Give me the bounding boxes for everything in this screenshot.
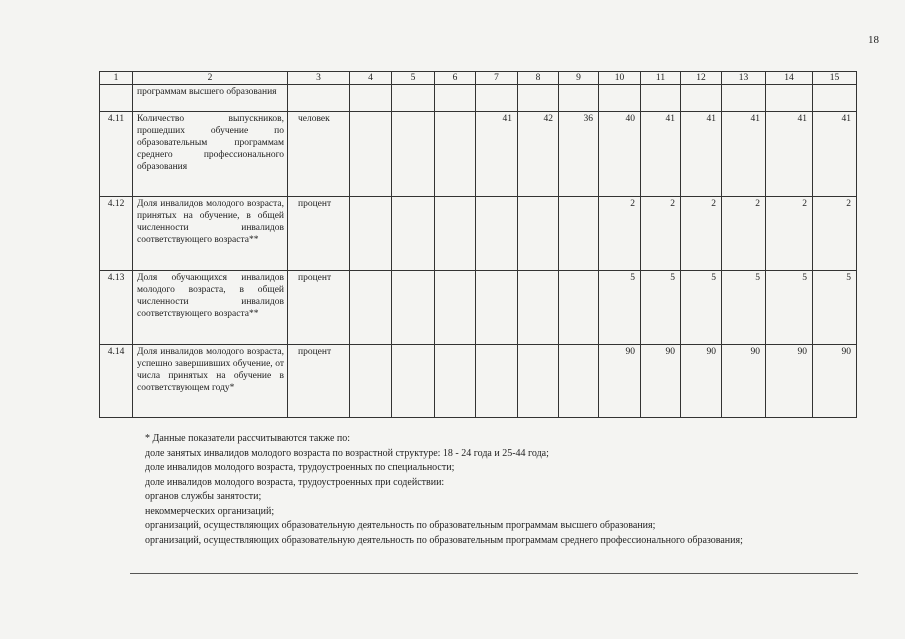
- column-header: 10: [599, 72, 641, 85]
- value-cell: 41: [813, 112, 857, 197]
- table-row: [100, 271, 857, 345]
- column-header: 8: [518, 72, 559, 85]
- value-cell: 90: [599, 345, 641, 418]
- value-cell: [476, 197, 518, 271]
- value-cell: [435, 85, 476, 112]
- column-header: 6: [435, 72, 476, 85]
- row-number: 4.14: [100, 345, 133, 418]
- value-cell: [392, 112, 435, 197]
- value-cell: [559, 85, 599, 112]
- unit: человек: [288, 112, 350, 197]
- value-cell: 36: [559, 112, 599, 197]
- value-cell: [559, 197, 599, 271]
- footnote-line: организаций, осуществляющих образовательную деятельность по образовательным программам высшего образования;: [145, 520, 656, 531]
- value-cell: [392, 197, 435, 271]
- table-row: [100, 197, 857, 271]
- value-cell: [559, 345, 599, 418]
- value-cell: 42: [518, 112, 559, 197]
- value-cell: 2: [766, 197, 813, 271]
- column-header: 7: [476, 72, 518, 85]
- footnote-line: доле занятых инвалидов молодого возраста по возрастной структуре: 18 - 24 года и 25-44 года;: [145, 447, 549, 459]
- value-cell: [350, 85, 392, 112]
- value-cell: 90: [722, 345, 766, 418]
- footnote-line: организаций, осуществляющих образовательную деятельность по образовательным программам среднего профессионального образования;: [145, 534, 743, 546]
- footnote-line: доле инвалидов молодого возраста, трудоустроенных при содействии:: [145, 476, 445, 488]
- row-number: 4.12: [100, 197, 133, 271]
- value-cell: [476, 271, 518, 345]
- column-header: 2: [133, 72, 288, 85]
- value-cell: [350, 345, 392, 418]
- value-cell: [518, 197, 559, 271]
- footnote-line: некоммерческих организаций;: [145, 505, 275, 517]
- column-header: 15: [813, 72, 857, 85]
- value-cell: 2: [722, 197, 766, 271]
- header-row: [100, 72, 857, 85]
- indicator-name: Доля обучающихся инвалидов молодого возраста, в общей численности инвалидов соответствующего возраста**: [133, 271, 288, 345]
- value-cell: [350, 112, 392, 197]
- table-row: [100, 345, 857, 418]
- value-cell: [476, 345, 518, 418]
- row-number: 4.11: [100, 112, 133, 197]
- value-cell: [350, 271, 392, 345]
- value-cell: 5: [813, 271, 857, 345]
- unit: процент: [288, 345, 350, 418]
- value-cell: 90: [641, 345, 681, 418]
- column-header: 12: [681, 72, 722, 85]
- value-cell: [518, 271, 559, 345]
- value-cell: [766, 85, 813, 112]
- footnote-line: органов службы занятости;: [145, 491, 262, 502]
- footnote-line: доле инвалидов молодого возраста, трудоустроенных по специальности;: [145, 462, 455, 473]
- row-number: 4.13: [100, 271, 133, 345]
- column-header: 1: [100, 72, 133, 85]
- unit: процент: [288, 197, 350, 271]
- unit: [288, 85, 350, 112]
- value-cell: 41: [476, 112, 518, 197]
- column-header: 4: [350, 72, 392, 85]
- value-cell: 2: [599, 197, 641, 271]
- indicator-name: Доля инвалидов молодого возраста, успешно завершивших обучение, от числа принятых на обучение в соответствующем году*: [133, 345, 288, 418]
- value-cell: [435, 271, 476, 345]
- indicators-table-wrap: [99, 71, 856, 418]
- value-cell: [559, 271, 599, 345]
- column-header: 5: [392, 72, 435, 85]
- value-cell: [350, 197, 392, 271]
- value-cell: [681, 85, 722, 112]
- footnotes: [145, 432, 855, 548]
- value-cell: [813, 85, 857, 112]
- value-cell: [641, 85, 681, 112]
- value-cell: 90: [813, 345, 857, 418]
- value-cell: [435, 345, 476, 418]
- table-row: [100, 112, 857, 197]
- value-cell: 5: [766, 271, 813, 345]
- value-cell: [435, 197, 476, 271]
- value-cell: 5: [681, 271, 722, 345]
- value-cell: [518, 345, 559, 418]
- footnote-line: * Данные показатели рассчитываются также по:: [145, 433, 351, 444]
- value-cell: 5: [599, 271, 641, 345]
- unit: процент: [288, 271, 350, 345]
- value-cell: 41: [681, 112, 722, 197]
- value-cell: 2: [641, 197, 681, 271]
- indicator-name: Количество выпускников, прошедших обучение по образовательным программам среднего профессионального образования: [133, 112, 288, 197]
- value-cell: 2: [681, 197, 722, 271]
- value-cell: [392, 271, 435, 345]
- column-header: 13: [722, 72, 766, 85]
- column-header: 9: [559, 72, 599, 85]
- row-number: [100, 85, 133, 112]
- column-header: 14: [766, 72, 813, 85]
- indicator-name: Доля инвалидов молодого возраста, принятых на обучение, в общей численности инвалидов соответствующего возраста**: [133, 197, 288, 271]
- column-header: 11: [641, 72, 681, 85]
- value-cell: 90: [681, 345, 722, 418]
- indicators-table: [99, 71, 857, 418]
- value-cell: [476, 85, 518, 112]
- value-cell: 41: [766, 112, 813, 197]
- table-row: [100, 85, 857, 112]
- value-cell: 41: [722, 112, 766, 197]
- value-cell: [518, 85, 559, 112]
- value-cell: [392, 345, 435, 418]
- page-number: 18: [868, 34, 879, 46]
- value-cell: 2: [813, 197, 857, 271]
- value-cell: [435, 112, 476, 197]
- column-header: 3: [288, 72, 350, 85]
- value-cell: [392, 85, 435, 112]
- value-cell: 90: [766, 345, 813, 418]
- value-cell: 5: [641, 271, 681, 345]
- value-cell: 41: [641, 112, 681, 197]
- value-cell: [722, 85, 766, 112]
- value-cell: 5: [722, 271, 766, 345]
- indicator-name: программам высшего образования: [133, 85, 288, 112]
- bottom-divider: [130, 573, 858, 574]
- value-cell: [599, 85, 641, 112]
- value-cell: 40: [599, 112, 641, 197]
